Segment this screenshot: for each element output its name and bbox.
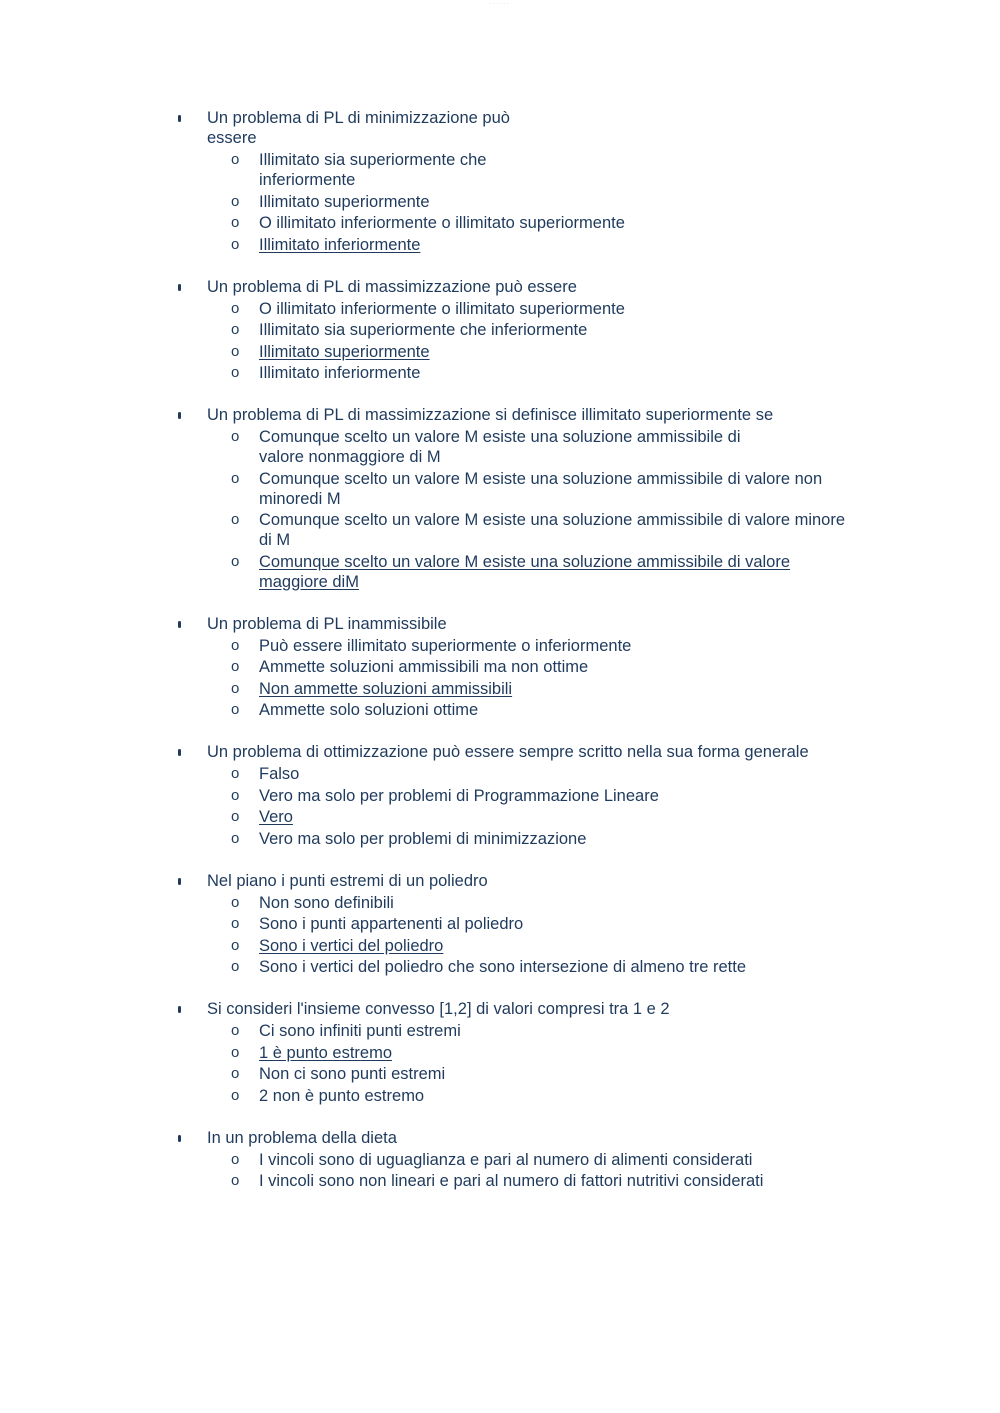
option-text: Ci sono infiniti punti estremi bbox=[259, 1022, 461, 1040]
question-1 bbox=[175, 108, 875, 255]
option-item bbox=[175, 657, 875, 677]
circle-bullet-icon: o bbox=[231, 701, 240, 718]
option-item bbox=[175, 552, 875, 592]
bullet-icon bbox=[178, 115, 181, 122]
option-item bbox=[175, 764, 875, 784]
option-item bbox=[175, 1064, 875, 1084]
quiz-document bbox=[175, 108, 875, 1213]
question-label: Un problema di PL di massimizzazione si definisce illimitato superiormente se bbox=[207, 406, 774, 424]
option-text: Illimitato inferiormente bbox=[259, 364, 421, 382]
option-item bbox=[175, 807, 875, 827]
option-text: O illimitato inferiormente o illimitato superiormente bbox=[259, 299, 625, 318]
option-text: Ammette soluzioni ammissibili ma non ottime bbox=[259, 658, 589, 676]
option-text: Sono i punti appartenenti al poliedro bbox=[259, 915, 524, 933]
question-5 bbox=[175, 742, 875, 849]
option-item bbox=[175, 957, 875, 977]
question-label: Un problema di PL inammissibile bbox=[207, 614, 447, 633]
option-item bbox=[175, 427, 875, 467]
option-list bbox=[175, 1021, 875, 1106]
circle-bullet-icon: o bbox=[231, 1150, 240, 1168]
question-text bbox=[175, 871, 875, 891]
option-item bbox=[175, 914, 875, 934]
option-item bbox=[175, 936, 875, 956]
circle-bullet-icon: o bbox=[231, 893, 240, 911]
question-label: Si consideri l'insieme convesso [1,2] di valori compresi tra 1 e 2 bbox=[207, 1000, 670, 1018]
option-item bbox=[175, 679, 875, 699]
question-label: Un problema di PL di massimizzazione può essere bbox=[207, 277, 577, 296]
correct-answer-text: Illimitato superiormente bbox=[259, 342, 430, 361]
header-mark: - - - - - - bbox=[490, 0, 510, 5]
circle-bullet-icon: o bbox=[231, 1172, 240, 1189]
option-text: Ammette solo soluzioni ottime bbox=[259, 701, 479, 719]
option-text: I vincoli sono di uguaglianza e pari al numero di alimenti considerati bbox=[259, 1150, 753, 1169]
circle-bullet-icon: o bbox=[231, 808, 240, 825]
option-item bbox=[175, 235, 875, 255]
circle-bullet-icon: o bbox=[231, 321, 240, 338]
option-text: Illimitato superiormente bbox=[259, 192, 430, 211]
option-text: Vero ma solo per problemi di minimizzazione bbox=[259, 829, 587, 848]
bullet-icon bbox=[178, 412, 181, 419]
circle-bullet-icon: o bbox=[231, 958, 240, 975]
question-text bbox=[175, 108, 875, 148]
question-8 bbox=[175, 1128, 875, 1192]
option-item bbox=[175, 1086, 875, 1106]
circle-bullet-icon: o bbox=[231, 1043, 240, 1061]
option-item bbox=[175, 342, 875, 362]
option-text: Sono i vertici del poliedro che sono intersezione di almeno tre rette bbox=[259, 958, 747, 976]
circle-bullet-icon: o bbox=[231, 299, 240, 317]
correct-answer-text: Comunque scelto un valore M esiste una soluzione ammissibile di valore maggiore diM bbox=[259, 552, 791, 591]
circle-bullet-icon: o bbox=[231, 829, 240, 847]
option-text: I vincoli sono non lineari e pari al numero di fattori nutritivi considerati bbox=[259, 1172, 764, 1190]
option-text: Comunque scelto un valore M esiste una soluzione ammissibile di valore non minoredi M bbox=[259, 469, 823, 508]
circle-bullet-icon: o bbox=[231, 658, 240, 675]
circle-bullet-icon: o bbox=[231, 192, 240, 210]
circle-bullet-icon: o bbox=[231, 235, 240, 253]
correct-answer-text: Vero bbox=[259, 808, 293, 826]
circle-bullet-icon: o bbox=[231, 915, 240, 932]
bullet-icon bbox=[178, 284, 181, 291]
question-2 bbox=[175, 277, 875, 384]
question-6 bbox=[175, 871, 875, 978]
option-text: Falso bbox=[259, 765, 300, 783]
option-text: Comunque scelto un valore M esiste una soluzione ammissibile di valore nonmaggiore di M bbox=[259, 428, 741, 466]
option-list bbox=[175, 1150, 875, 1192]
bullet-icon bbox=[178, 1135, 181, 1142]
correct-answer-text: Non ammette soluzioni ammissibili bbox=[259, 679, 513, 698]
option-item bbox=[175, 299, 875, 319]
option-item bbox=[175, 363, 875, 383]
circle-bullet-icon: o bbox=[231, 511, 240, 528]
circle-bullet-icon: o bbox=[231, 214, 240, 231]
bullet-icon bbox=[178, 621, 181, 628]
question-label: In un problema della dieta bbox=[207, 1128, 397, 1147]
circle-bullet-icon: o bbox=[231, 936, 240, 954]
question-text bbox=[175, 405, 875, 425]
option-item bbox=[175, 213, 875, 233]
circle-bullet-icon: o bbox=[231, 1086, 240, 1104]
option-item bbox=[175, 1021, 875, 1041]
option-text: O illimitato inferiormente o illimitato superiormente bbox=[259, 214, 625, 232]
bullet-icon bbox=[178, 878, 181, 885]
circle-bullet-icon: o bbox=[231, 469, 240, 487]
option-item bbox=[175, 829, 875, 849]
circle-bullet-icon: o bbox=[231, 342, 240, 360]
bullet-icon bbox=[178, 1006, 181, 1013]
question-4 bbox=[175, 614, 875, 721]
circle-bullet-icon: o bbox=[231, 552, 240, 570]
option-item bbox=[175, 700, 875, 720]
circle-bullet-icon: o bbox=[231, 786, 240, 804]
option-item bbox=[175, 192, 875, 212]
circle-bullet-icon: o bbox=[231, 679, 240, 697]
question-text bbox=[175, 742, 875, 762]
correct-answer-text: 1 è punto estremo bbox=[259, 1043, 392, 1062]
correct-answer-text: Sono i vertici del poliedro bbox=[259, 936, 444, 955]
circle-bullet-icon: o bbox=[231, 364, 240, 381]
question-3 bbox=[175, 405, 875, 592]
option-text: Non sono definibili bbox=[259, 893, 394, 912]
option-item bbox=[175, 1150, 875, 1170]
option-item bbox=[175, 469, 875, 509]
circle-bullet-icon: o bbox=[231, 765, 240, 782]
circle-bullet-icon: o bbox=[231, 151, 240, 168]
question-label: Nel piano i punti estremi di un poliedro bbox=[207, 871, 488, 890]
option-item bbox=[175, 786, 875, 806]
option-item bbox=[175, 510, 875, 550]
option-list bbox=[175, 893, 875, 978]
question-label: Un problema di ottimizzazione può essere sempre scritto nella sua forma generale bbox=[207, 743, 809, 761]
option-list bbox=[175, 299, 875, 384]
option-text: Non ci sono punti estremi bbox=[259, 1065, 446, 1083]
option-text: Può essere illimitato superiormente o inferiormente bbox=[259, 636, 632, 655]
correct-answer-text: Illimitato inferiormente bbox=[259, 235, 421, 254]
option-item bbox=[175, 1171, 875, 1191]
bullet-icon bbox=[178, 749, 181, 756]
option-text: Vero ma solo per problemi di Programmazione Lineare bbox=[259, 786, 659, 805]
option-list bbox=[175, 636, 875, 721]
circle-bullet-icon: o bbox=[231, 1022, 240, 1039]
option-text: 2 non è punto estremo bbox=[259, 1086, 425, 1105]
circle-bullet-icon: o bbox=[231, 428, 240, 445]
circle-bullet-icon: o bbox=[231, 636, 240, 654]
question-text bbox=[175, 1128, 875, 1148]
option-list bbox=[175, 150, 875, 255]
question-7 bbox=[175, 999, 875, 1106]
question-text bbox=[175, 277, 875, 297]
question-text bbox=[175, 999, 875, 1019]
option-item bbox=[175, 893, 875, 913]
option-text: Illimitato sia superiormente che inferiormente bbox=[259, 321, 588, 339]
question-text bbox=[175, 614, 875, 634]
question-label: Un problema di PL di minimizzazione può essere bbox=[207, 109, 510, 147]
option-list bbox=[175, 764, 875, 849]
option-text: Illimitato sia superiormente che inferiormente bbox=[259, 151, 487, 189]
circle-bullet-icon: o bbox=[231, 1065, 240, 1082]
option-item bbox=[175, 1043, 875, 1063]
option-item bbox=[175, 150, 875, 190]
option-text: Comunque scelto un valore M esiste una soluzione ammissibile di valore minore di M bbox=[259, 511, 846, 549]
option-item bbox=[175, 320, 875, 340]
option-item bbox=[175, 636, 875, 656]
option-list bbox=[175, 427, 875, 592]
